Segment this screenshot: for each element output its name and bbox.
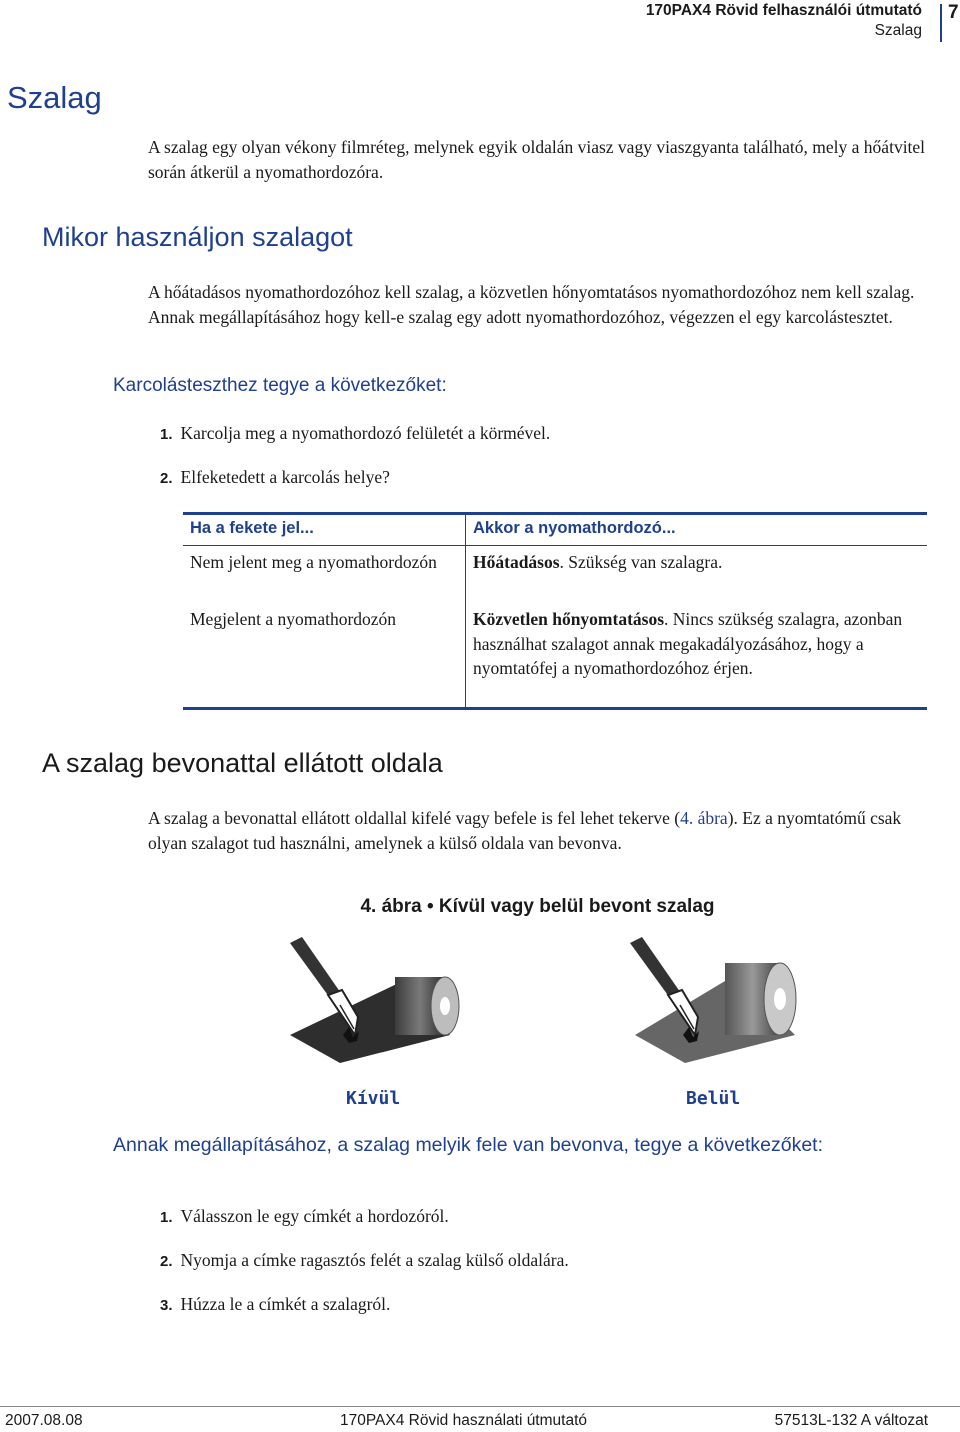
step-number: 2. [160,470,173,487]
figure-caption: 4. ábra • Kívül vagy belül bevont szalag [360,896,715,917]
section-heading-coated-side: A szalag bevonattal ellátott oldala [42,748,443,778]
result-term: Hőátadásos [473,552,560,572]
list-item [160,467,390,488]
list-item [160,423,550,444]
table-cell-result [473,550,923,575]
inside-coated-ribbon-illustration [625,935,805,1070]
result-text: . Nincs szükség szalagra, azonban használhat szalagot annak megakadályozásához, hogy a nyomtatófej a nyomathordozóhoz érjen. [473,609,903,678]
table-bottom-rule [183,707,927,710]
scratch-test-heading: Karcolásteszthez tegye a következőket: [113,375,447,396]
step-text: Nyomja a címke ragasztós felét a szalag külső oldalára. [180,1250,569,1270]
table-cell-result [473,607,923,681]
header-divider [940,4,942,42]
outside-coated-ribbon-illustration [280,935,460,1070]
coated-paragraph [148,806,938,855]
step-text: Elfeketedett a karcolás helye? [180,467,390,487]
result-text: . Szükség van szalagra. [559,552,723,572]
step-text: Húzza le a címkét a szalagról. [180,1294,391,1314]
coated-text-after: ). Ez a nyomtatómű csak olyan szalagot tud használni, amelynek a külső oldala van bevonva. [148,808,902,853]
coated-side-procedure-heading: Annak megállapításához, a szalag melyik fele van bevonva, tegye a következőket: [113,1134,823,1156]
footer-revision: 57513L-132 A változat [774,1412,928,1429]
page-number: 7 [948,2,959,23]
running-header-section: Szalag [874,22,922,39]
step-number: 3. [160,1297,173,1314]
table-column-divider [465,515,466,707]
running-header-title: 170PAX4 Rövid felhasználói útmutató [645,2,922,19]
table-top-rule [183,512,927,515]
result-term: Közvetlen hőnyomtatásos [473,609,665,629]
step-number: 2. [160,1253,173,1270]
step-number: 1. [160,426,173,443]
footer-document-title: 170PAX4 Rövid használati útmutató [340,1412,588,1429]
section-heading-when: Mikor használjon szalagot [42,222,353,252]
table-header-result: Akkor a nyomathordozó... [473,519,676,537]
table-header-condition: Ha a fekete jel... [190,519,314,537]
table-cell-condition: Megjelent a nyomathordozón [190,609,397,629]
footer-date: 2007.08.08 [5,1412,83,1429]
label-inside: Belül [686,1088,741,1109]
intro-paragraph: A szalag egy olyan vékony filmréteg, melynek egyik oldalán viasz vagy viaszgyanta található, mely a hőátvitel során átkerül a nyomathordozóra. [148,137,926,182]
figure-link[interactable]: 4. ábra [680,808,728,828]
step-text: Karcolja meg a nyomathordozó felületét a körmével. [180,423,551,443]
footer-divider [0,1406,960,1407]
step-text: Válasszon le egy címkét a hordozóról. [180,1206,449,1226]
coated-text-before: A szalag a bevonattal ellátott oldallal kifelé vagy befele is fel lehet tekerve ( [148,808,681,828]
list-item [160,1294,390,1315]
when-paragraph: A hőátadásos nyomathordozóhoz kell szalag, a közvetlen hőnyomtatásos nyomathordozóhoz nem kell szalag. Annak megállapításához hogy kell-e szalag egy adott nyomathordozóhoz, végezzen el egy karcolástesztet. [148,282,915,327]
list-item [160,1206,449,1227]
step-number: 1. [160,1209,173,1226]
table-header-rule [183,545,927,546]
page-title: Szalag [7,80,102,115]
label-outside: Kívül [346,1088,401,1109]
list-item [160,1250,569,1271]
table-cell-condition: Nem jelent meg a nyomathordozón [190,552,437,572]
